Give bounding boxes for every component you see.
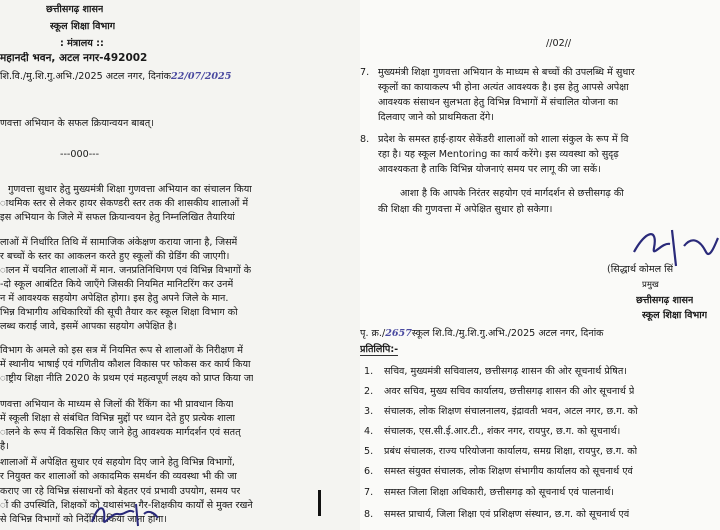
copy-heading: प्रतिलिपि:- [360,344,399,355]
copy-item-number: 5. [364,446,374,457]
copy-item-number: 6. [364,466,374,477]
copy-item: अवर सचिव, मुख्य सचिव कार्यालय, छत्तीसगढ़ शासन की ओर सूचनार्थ प्रे [384,386,635,397]
point-2-line: ाष्ट्रीय शिक्षा नीति 2020 के प्रथम एवं महत्वपूर्ण लक्ष्य को प्राप्त किया जा [0,373,254,384]
point-1-line: भिन्न विभागीय अधिकारियों की सूची तैयार कर स्कूल शिक्षा विभाग को [0,307,238,318]
copy-item: प्रबंध संचालक, राज्य परियोजना कार्यालय, समग्र शिक्षा, रायपुर, छ.ग. को [384,446,638,457]
point-3-line: ालने के रूप में विकसित किए जाने हेतु आवश्यक मार्गदर्शन एवं सतत् [0,427,241,438]
page-number: //02// [546,38,572,49]
reference-number: शि.वि./मु.शि.गु.अभि./2025 अटल नगर, दिनांक [0,71,171,82]
copy-item: समस्त जिला शिक्षा अधिकारी, छत्तीसगढ़ को सूचनार्थ एवं पालनार्थ। [384,487,614,498]
item-7-line: मुख्यमंत्री शिक्षा गुणवत्ता अभियान के माध्यम से बच्चों की उपलब्धि में सुधार [378,67,635,78]
point-3-line: है। [0,441,9,452]
point-5-line: ों की उपस्थिति, शिक्षकों को यथासंभव गैर-शिक्षकीय कार्यों से मुक्त रखने [0,500,253,511]
copy-item-number: 3. [364,406,374,417]
item-8-number: 8. [360,134,370,145]
closing-line: आशा है कि आपके निरंतर सहयोग एवं मार्गदर्शन से छत्तीसगढ़ की [400,188,624,199]
endorsement-number: 2657 [385,328,412,339]
point-1-line: लब्ध कराई जावे, इसमें आपका सहयोग अपेक्षित है। [0,321,177,332]
copy-item: सचिव, मुख्यमंत्री सचिवालय, छत्तीसगढ़ शासन की ओर सूचनार्थ प्रेषित। [384,366,627,377]
header-department: स्कूल शिक्षा विभाग [50,21,116,32]
copy-item-number: 2. [364,386,374,397]
point-1-line: र बच्चों के स्तर का आकलन करते हुए स्कूलों की ग्रेडिंग की जाएगी। [0,251,230,262]
intro-line: ाथमिक स्तर से लेकर हायर सेकण्डरी स्तर तक की शासकीय शालाओं में [0,198,249,209]
header-address: महानदी भवन, अटल नगर-492002 [0,52,148,64]
item-8-line: आवश्यकता है ताकि विभिन्न योजनाएं समय पर लागू की जा सकें। [378,164,601,175]
point-1-line: -दो स्कूल आबंटित किये जाएँगे जिसकी नियमित मानिटरिंग कर उनमें [0,279,234,290]
header-government: छत्तीसगढ़ शासन [46,4,104,15]
copy-item: संचालक, लोक शिक्षण संचालनालय, इंद्रावती भवन, अटल नगर, छ.ग. को [384,406,638,417]
point-2-line: में स्थानीय भाषाई एवं गणितीय कौशल विकास पर फोकस कर कार्य किया [0,359,251,370]
header-ministry: : मंत्रालय :: [60,38,104,49]
item-7-line: स्कूलों का कायाकल्प भी होना अत्यंत आवश्यक है। इस हेतु आपसे अपेक्षा [378,82,629,93]
point-1-line: न में आवश्यक सहयोग अपेक्षित होगा। इस हेतु अपने जिले के मान. [0,293,229,304]
point-4-line: शालाओं में अपेक्षित सुधार एवं सहयोग दिए जाने हेतु विभिन्न विभागों, [0,457,235,468]
item-8-line: प्रदेश के समस्त हाई-हायर सेकेंडरी शालाओं को शाला संकुल के रूप में वि [378,134,629,145]
letter-page-2 [360,0,720,530]
closing-line: की शिक्षा की गुणवत्ता में अपेक्षित सुधार हो सकेगा। [378,204,553,215]
signatory-dept: स्कूल शिक्षा विभाग [642,310,708,321]
item-7-line: दिलवाए जाने को प्राथमिकता देंगे। [378,112,494,123]
intro-line: गुणवत्ता सुधार हेतु मुख्यमंत्री शिक्षा गुणवत्ता अभियान का संचालन किया [8,184,252,195]
point-5-line: कराए जा रहे विभिन्न संसाधनों को बेहतर एवं प्रभावी उपयोग, समय पर [0,486,241,497]
item-7-number: 7. [360,67,370,78]
signature-mark [88,500,168,530]
point-2-line: विभाग के अमले को इस सत्र में नियमित रूप से शालाओं के निरीक्षण में [0,345,243,356]
copy-item: समस्त संयुक्त संचालक, लोक शिक्षण संभागीय कार्यालय को सूचनार्थ एवं [384,466,633,477]
copy-item: संचालक, एस.सी.ई.आर.टी., शंकर नगर, रायपुर, छ.ग. को सूचनार्थ। [384,426,621,437]
copy-item-number: 8. [364,509,374,520]
endorsement-prefix: पृ. क्र./ [360,328,386,339]
endorsement-reference [360,327,604,341]
copy-item-number: 7. [364,487,374,498]
item-7-line: आवश्यक संसाधन सुलभता हेतु विभिन्न विभागों में संचालित योजना का [378,97,619,108]
signatory-name: (सिद्धार्थ कोमल सिं [607,264,674,275]
copy-item-number: 1. [364,366,374,377]
copy-item: समस्त प्राचार्य, जिला शिक्षा एवं प्रशिक्षण संस्थान, छ.ग. को सूचनार्थ एवं [384,509,630,520]
separator: ---000--- [60,149,100,160]
point-4-line: र नियुक्त कर शालाओं को अकादमिक समर्थन की व्यवस्था भी की जा [0,471,237,482]
endorsement-rest: स्कूल शि.वि./मु.शि.गु.अभि./2025 अटल नगर, दिनांक [411,328,604,339]
copy-item-number: 4. [364,426,374,437]
page-divider [318,490,321,516]
point-3-line: में स्कूली शिक्षा से संबंधित विभिन्न मुद्दों पर ध्यान देते हुए प्रत्येक शाला [0,413,235,424]
item-8-line: रहा है। यह स्कूल Mentoring का कार्य करेंगे। इस व्यवस्था को सुदृढ़ [378,149,619,160]
point-1-line: लाओं में निर्धारित तिथि में सामाजिक अंकेक्षण कराया जाना है, जिसमें [0,237,238,248]
reference-date: 22/07/2025 [170,71,232,82]
reference-line [0,70,231,84]
signatory-org: छत्तीसगढ़ शासन [636,295,694,306]
signatory-title: प्रमुख [642,280,659,290]
point-5-line: से विभिन्न विभागों को निर्देशित किया जाना होगा। [0,514,167,525]
point-1-line: ालन में चयनित शालाओं में मान. जनप्रतिनिधिगण एवं विभिन्न विभागों के [0,265,252,276]
point-3-line: णवत्ता अभियान के माध्यम से जिलों की रैंकिंग का भी प्रावधान किया [0,399,234,410]
intro-line: इस अभियान के जिले में सफल क्रियान्वयन हेतु निम्नलिखित तैयारियां [0,212,235,223]
subject-line: णवत्ता अभियान के सफल क्रियान्वयन बाबत्। [0,118,154,129]
